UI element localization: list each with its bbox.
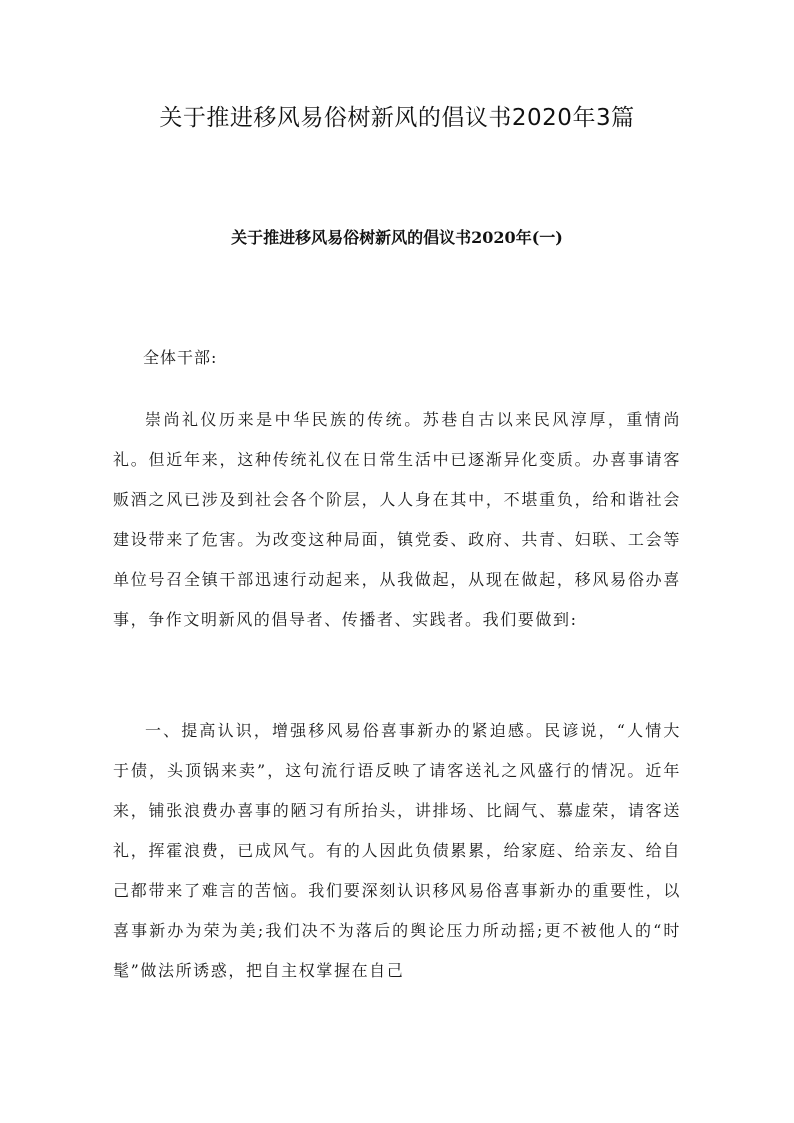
body-paragraph: 崇尚礼仪历来是中华民族的传统。苏巷自古以来民风淳厚，重情尚礼。但近年来，这种传统礼仪在日常生活中已逐渐异化变质。办喜事请客贩酒之风已涉及到社会各个阶层，人人身在其中，不堪重负，给和谐社会建设带来了危害。为改变这种局面，镇党委、政府、共青、妇联、工会等单位号召全镇干部迅速行动起来，从我做起，从现在做起，移风易俗办喜事，争作文明新风的倡导者、传播者、实践者。我们要做到:	[113, 410, 681, 629]
body-paragraph: 一、提高认识，增强移风易俗喜事新办的紧迫感。民谚说，“人情大于债，头顶锅来卖”，这句流行语反映了请客送礼之风盛行的情况。近年来，铺张浪费办喜事的陋习有所抬头，讲排场、比阔气、慕虚荣，请客送礼，挥霍浪费，已成风气。有的人因此负债累累，给家庭、给亲友、给自己都带来了难言的苦恼。我们要深刻认识移风易俗喜事新办的重要性，以喜事新办为荣为美;我们决不为落后的舆论压力所动摇;更不被他人的“时髦”做法所诱惑，把自主权掌握在自己	[113, 721, 681, 980]
document-title: 关于推进移风易俗树新风的倡议书2020年3篇	[159, 105, 635, 131]
salutation: 全体干部:	[143, 348, 218, 367]
section-title: 关于推进移风易俗树新风的倡议书2020年(一)	[231, 228, 563, 247]
